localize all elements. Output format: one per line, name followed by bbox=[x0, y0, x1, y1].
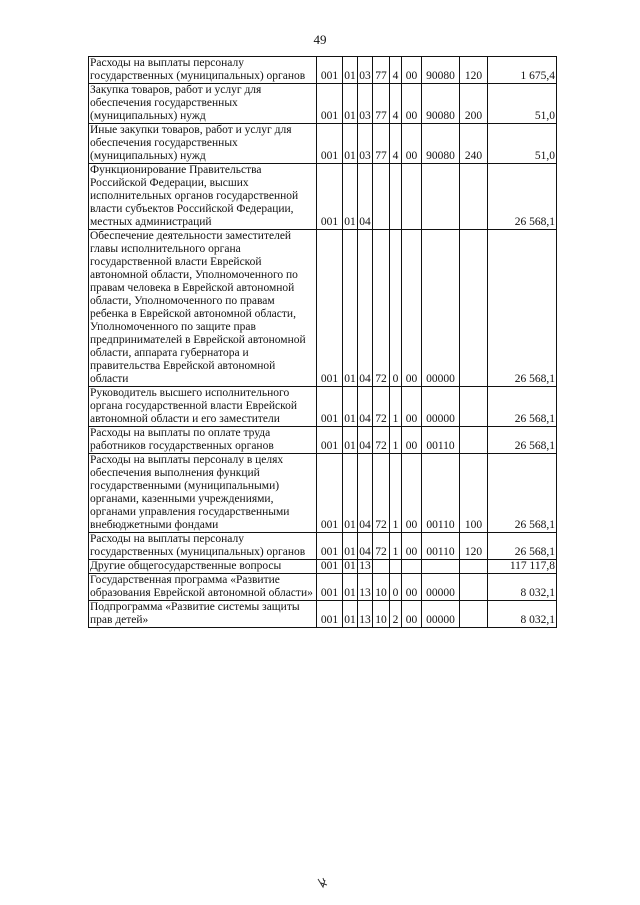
cell-c3 bbox=[402, 560, 422, 574]
cell-adm: 001 bbox=[317, 387, 343, 427]
cell-c3: 00 bbox=[402, 454, 422, 533]
cell-c2 bbox=[390, 560, 402, 574]
cell-c1 bbox=[373, 560, 390, 574]
cell-c3: 00 bbox=[402, 124, 422, 164]
cell-c3: 00 bbox=[402, 84, 422, 124]
cell-c1: 72 bbox=[373, 427, 390, 454]
cell-amount: 51,0 bbox=[488, 84, 557, 124]
cell-amount: 26 568,1 bbox=[488, 230, 557, 387]
cell-pr: 04 bbox=[358, 533, 373, 560]
cell-rz: 01 bbox=[343, 427, 358, 454]
cell-c4: 00000 bbox=[422, 601, 460, 628]
cell-c3: 00 bbox=[402, 57, 422, 84]
cell-adm: 001 bbox=[317, 601, 343, 628]
cell-desc: Подпрограмма «Развитие системы защиты прав детей» bbox=[89, 601, 317, 628]
cell-c2 bbox=[390, 164, 402, 230]
table-row bbox=[89, 84, 557, 124]
cell-vr: 120 bbox=[460, 57, 488, 84]
cell-desc: Расходы на выплаты персоналу государственных (муниципальных) органов bbox=[89, 533, 317, 560]
cell-adm: 001 bbox=[317, 427, 343, 454]
cell-c1: 77 bbox=[373, 57, 390, 84]
page-number: 49 bbox=[313, 32, 327, 47]
cell-c4: 00110 bbox=[422, 533, 460, 560]
cell-c2: 0 bbox=[390, 574, 402, 601]
cell-c4: 90080 bbox=[422, 124, 460, 164]
cell-c3: 00 bbox=[402, 427, 422, 454]
cell-rz: 01 bbox=[343, 387, 358, 427]
cell-rz: 01 bbox=[343, 574, 358, 601]
cell-vr bbox=[460, 601, 488, 628]
cell-desc: Расходы на выплаты персоналу государственных (муниципальных) органов bbox=[89, 57, 317, 84]
cell-c1: 77 bbox=[373, 124, 390, 164]
cell-c1: 72 bbox=[373, 387, 390, 427]
cell-rz: 01 bbox=[343, 533, 358, 560]
signature-mark-icon bbox=[316, 876, 330, 894]
cell-pr: 03 bbox=[358, 84, 373, 124]
cell-amount: 26 568,1 bbox=[488, 164, 557, 230]
cell-desc: Закупка товаров, работ и услуг для обеспечения государственных (муниципальных) нужд bbox=[89, 84, 317, 124]
cell-c1 bbox=[373, 164, 390, 230]
cell-rz: 01 bbox=[343, 454, 358, 533]
cell-c4: 00110 bbox=[422, 427, 460, 454]
cell-vr bbox=[460, 387, 488, 427]
cell-c3: 00 bbox=[402, 387, 422, 427]
budget-table bbox=[88, 56, 557, 628]
table-row bbox=[89, 533, 557, 560]
cell-c2: 0 bbox=[390, 230, 402, 387]
table-row bbox=[89, 574, 557, 601]
cell-vr bbox=[460, 427, 488, 454]
cell-adm: 001 bbox=[317, 533, 343, 560]
cell-vr bbox=[460, 574, 488, 601]
cell-adm: 001 bbox=[317, 164, 343, 230]
cell-pr: 03 bbox=[358, 57, 373, 84]
cell-c2: 1 bbox=[390, 454, 402, 533]
cell-desc: Обеспечение деятельности заместителей главы исполнительного органа государственной власти Еврейской автономной области, Уполномоченного по правам человека в Еврейской автономной области, Уполномоченного по правам ребенка в Еврейской автономной области, Уполномоченного по защите прав предпринимателей в Еврейской автономной области, аппарата губернатора и правительства Еврейской автономной области bbox=[89, 230, 317, 387]
cell-pr: 04 bbox=[358, 454, 373, 533]
cell-adm: 001 bbox=[317, 574, 343, 601]
cell-rz: 01 bbox=[343, 230, 358, 387]
cell-c4: 00000 bbox=[422, 574, 460, 601]
table-row bbox=[89, 57, 557, 84]
cell-pr: 03 bbox=[358, 124, 373, 164]
cell-desc: Расходы на выплаты персоналу в целях обеспечения выполнения функций государственными (муниципальными) органами, казенными учреждениями, органами управления государственными внебюджетными фондами bbox=[89, 454, 317, 533]
cell-c3: 00 bbox=[402, 533, 422, 560]
cell-rz: 01 bbox=[343, 84, 358, 124]
cell-amount: 26 568,1 bbox=[488, 533, 557, 560]
cell-c4: 90080 bbox=[422, 84, 460, 124]
cell-vr: 240 bbox=[460, 124, 488, 164]
cell-adm: 001 bbox=[317, 560, 343, 574]
cell-c1: 72 bbox=[373, 454, 390, 533]
cell-c4: 00110 bbox=[422, 454, 460, 533]
cell-c1: 10 bbox=[373, 574, 390, 601]
cell-rz: 01 bbox=[344, 560, 356, 572]
cell-c3 bbox=[402, 164, 422, 230]
budget-rows bbox=[89, 57, 557, 628]
cell-c4: 00000 bbox=[422, 230, 460, 387]
table-row bbox=[89, 164, 557, 230]
cell-adm: 001 bbox=[317, 454, 343, 533]
table-row bbox=[89, 124, 557, 164]
cell-pr: 13 bbox=[358, 574, 373, 601]
cell-amount: 8 032,1 bbox=[488, 601, 557, 628]
cell-amount: 26 568,1 bbox=[488, 387, 557, 427]
cell-vr bbox=[460, 230, 488, 387]
cell-c4: 00000 bbox=[422, 387, 460, 427]
cell-amount: 8 032,1 bbox=[488, 574, 557, 601]
cell-vr: 100 bbox=[460, 454, 488, 533]
cell-desc: Другие общегосударственные вопросы bbox=[89, 560, 317, 574]
cell-desc: Расходы на выплаты по оплате труда работников государственных органов bbox=[89, 427, 317, 454]
cell-rz: 01 bbox=[343, 124, 358, 164]
cell-rz: 01 bbox=[343, 57, 358, 84]
cell-c2: 1 bbox=[390, 427, 402, 454]
cell-desc: Руководитель высшего исполнительного органа государственной власти Еврейской автономной области и его заместители bbox=[89, 387, 317, 427]
cell-pr: 04 bbox=[358, 164, 373, 230]
table-row bbox=[89, 454, 557, 533]
cell-c3: 00 bbox=[402, 230, 422, 387]
cell-c1: 72 bbox=[373, 533, 390, 560]
table-row bbox=[89, 427, 557, 454]
cell-c4: 90080 bbox=[422, 57, 460, 84]
cell-rz: 01 bbox=[343, 164, 358, 230]
cell-c2: 2 bbox=[390, 601, 402, 628]
cell-c3: 00 bbox=[402, 601, 422, 628]
cell-desc: Иные закупки товаров, работ и услуг для обеспечения государственных (муниципальных) нужд bbox=[89, 124, 317, 164]
cell-pr: 04 bbox=[358, 427, 373, 454]
cell-desc: Функционирование Правительства Российской Федерации, высших исполнительных органов государственной власти субъектов Российской Федерации, местных администраций bbox=[89, 164, 317, 230]
cell-c2: 4 bbox=[390, 57, 402, 84]
cell-adm: 001 bbox=[317, 84, 343, 124]
cell-rz: 01 bbox=[343, 601, 358, 628]
cell-pr: 13 bbox=[359, 560, 371, 572]
cell-c2: 4 bbox=[390, 124, 402, 164]
cell-desc: Государственная программа «Развитие образования Еврейской автономной области» bbox=[89, 574, 317, 601]
cell-amount: 51,0 bbox=[488, 124, 557, 164]
cell-pr: 04 bbox=[358, 387, 373, 427]
cell-c1: 77 bbox=[373, 84, 390, 124]
cell-c2: 4 bbox=[390, 84, 402, 124]
cell-amount: 117 117,8 bbox=[488, 560, 557, 574]
cell-c2: 1 bbox=[390, 533, 402, 560]
cell-amount: 26 568,1 bbox=[488, 454, 557, 533]
cell-vr: 200 bbox=[460, 84, 488, 124]
table-row bbox=[89, 230, 557, 387]
cell-c2: 1 bbox=[390, 387, 402, 427]
cell-pr: 13 bbox=[358, 601, 373, 628]
cell-adm: 001 bbox=[317, 230, 343, 387]
cell-amount: 1 675,4 bbox=[488, 57, 557, 84]
cell-vr bbox=[460, 164, 488, 230]
cell-adm: 001 bbox=[317, 124, 343, 164]
cell-pr: 04 bbox=[358, 230, 373, 387]
table-row bbox=[89, 387, 557, 427]
cell-c4 bbox=[422, 164, 460, 230]
table-row bbox=[89, 560, 557, 574]
cell-adm: 001 bbox=[317, 57, 343, 84]
cell-c3: 00 bbox=[402, 574, 422, 601]
cell-vr bbox=[460, 560, 488, 574]
cell-amount: 26 568,1 bbox=[488, 427, 557, 454]
cell-c1: 72 bbox=[373, 230, 390, 387]
cell-c1: 10 bbox=[373, 601, 390, 628]
table-row bbox=[89, 601, 557, 628]
cell-c4 bbox=[422, 560, 460, 574]
cell-vr: 120 bbox=[460, 533, 488, 560]
